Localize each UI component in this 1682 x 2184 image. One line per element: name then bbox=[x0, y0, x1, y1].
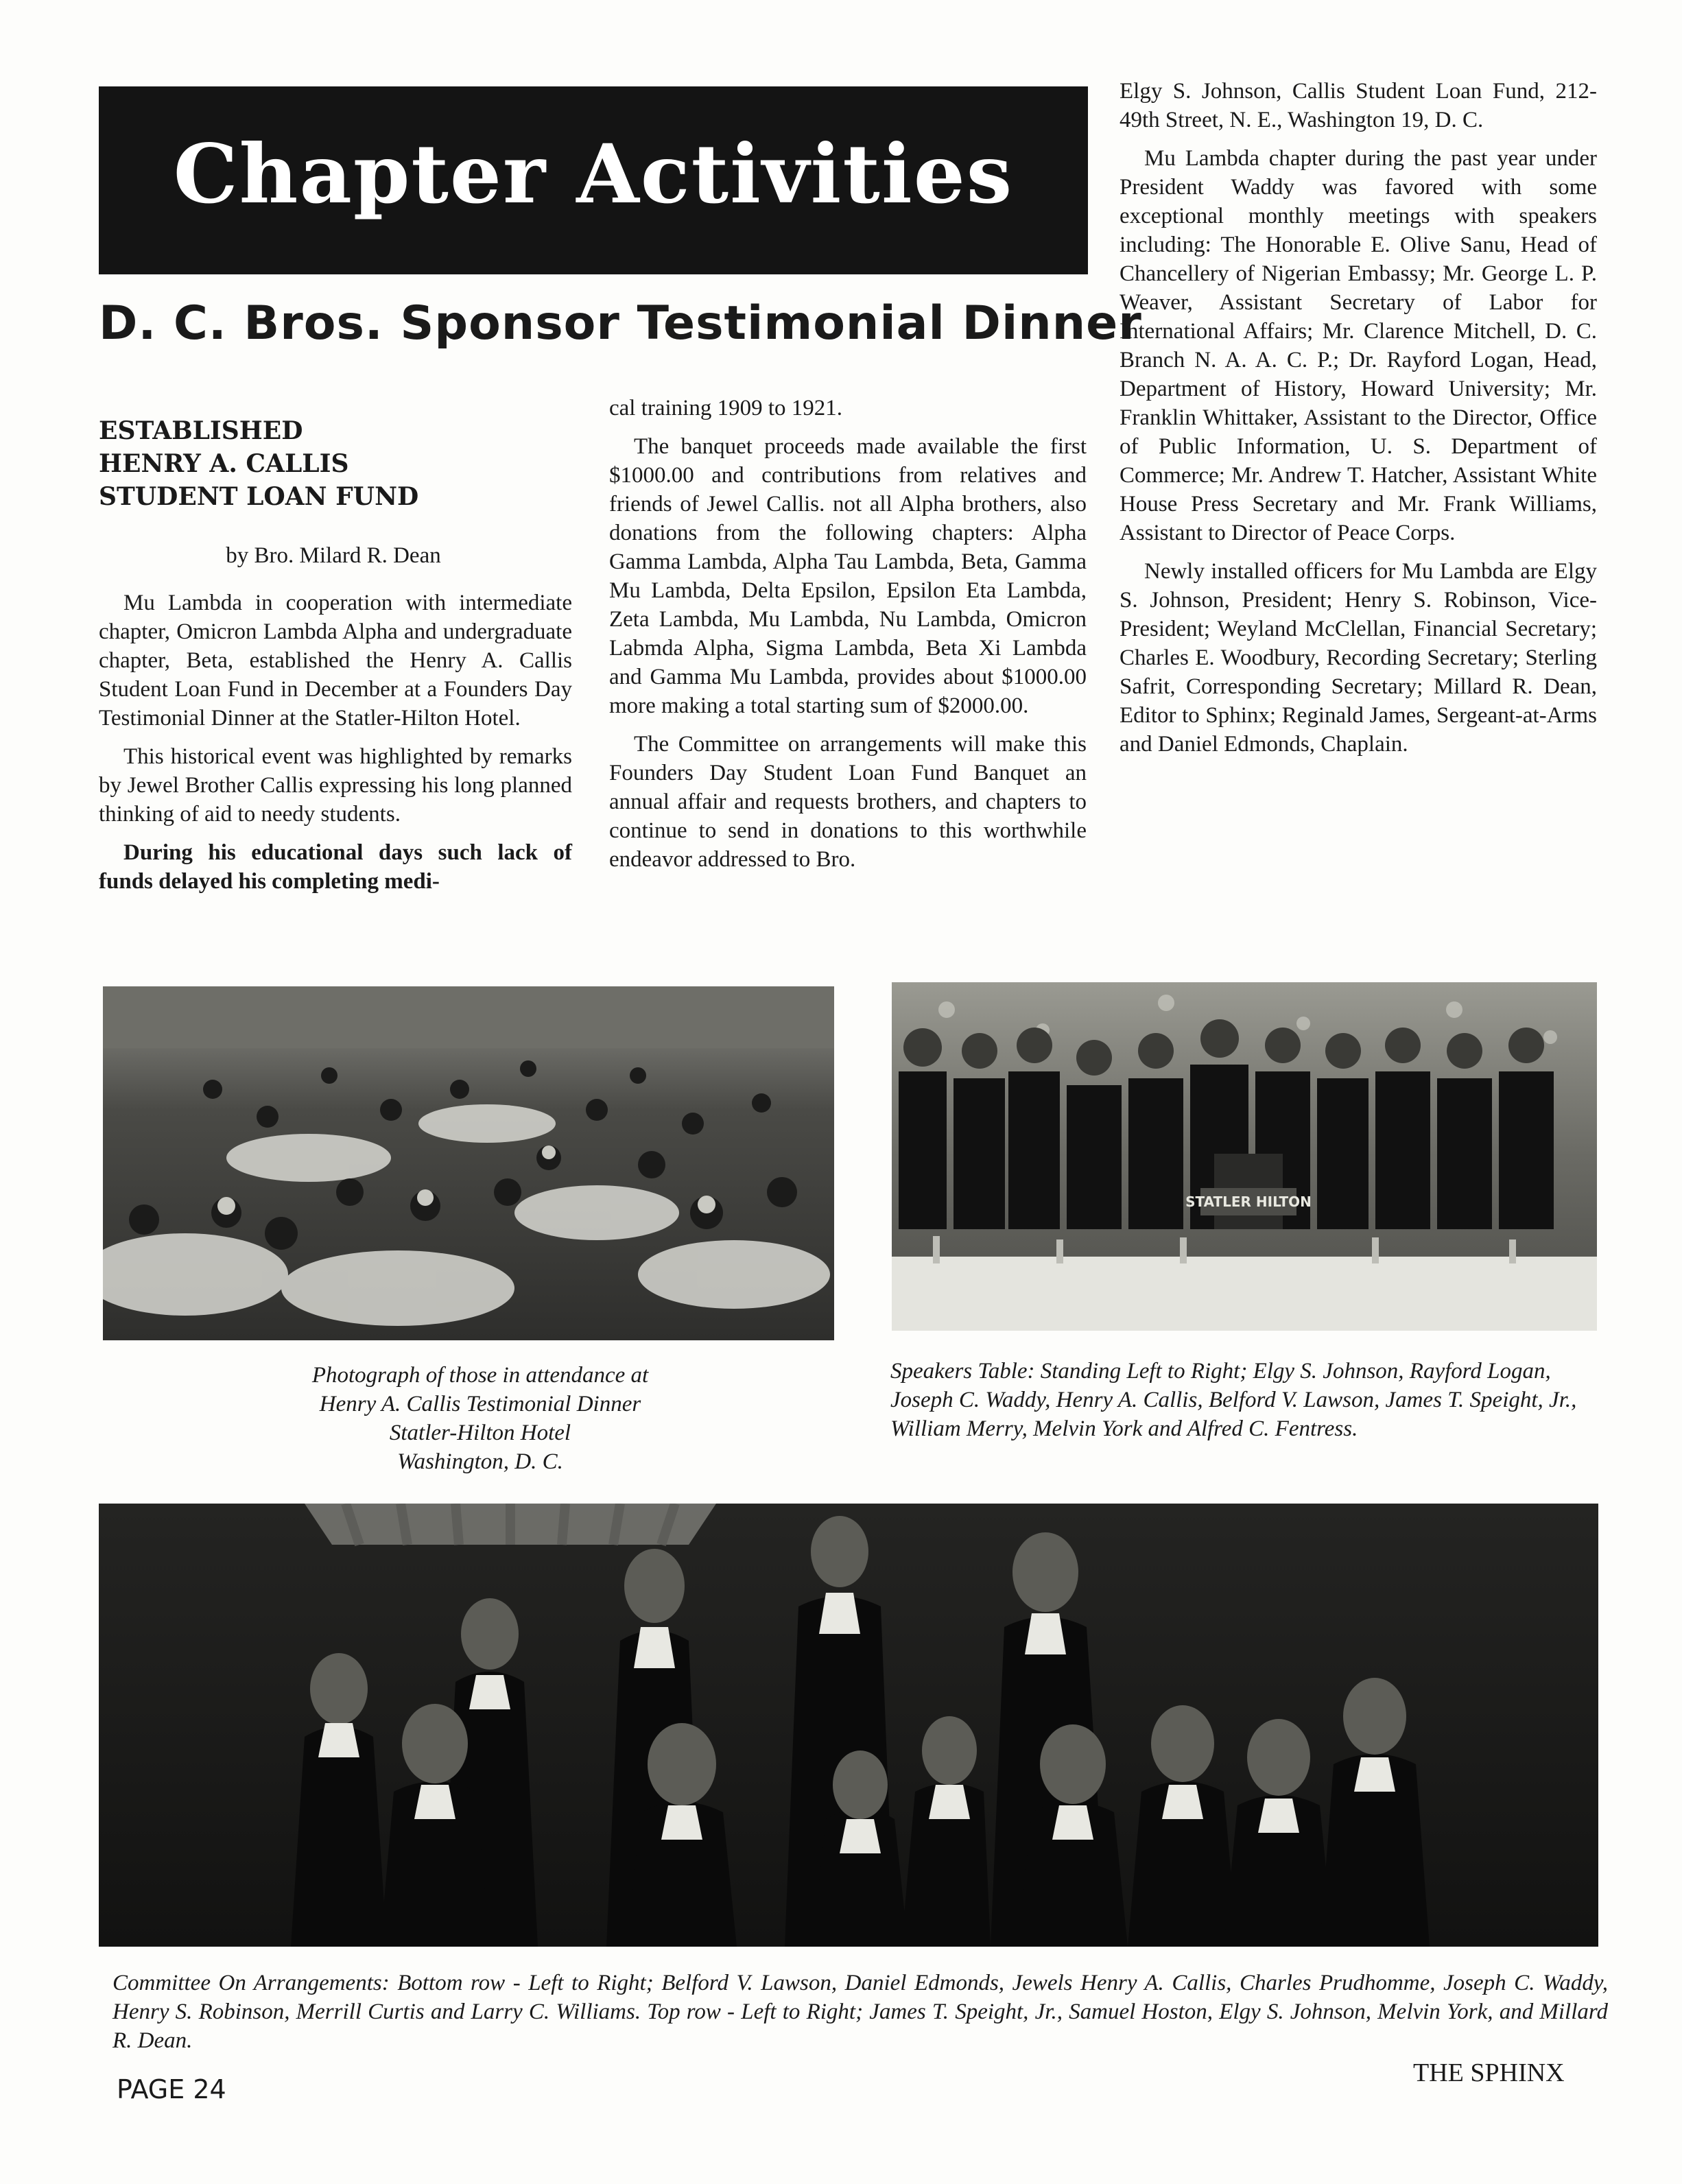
speakers-table-photo bbox=[892, 982, 1597, 1331]
paragraph: Mu Lambda chapter during the past year under President Waddy was favored with some exceptional monthly meetings with speakers including: The Honorable E. Olive Sanu, Head of Chancellery of Nigerian Embassy; Mr. George L. P. Weaver, Assistant Secretary of Labor for International Affairs; Mr. Clarence Mitchell, D. C. Branch N. A. A. C. P.; Dr. Rayford Logan, Head, Department of History, Howard University; Mr. Franklin Whittaker, Assistant to the Director, Office of Public Information, U. S. Department of Commerce; Mr. Andrew T. Hatcher, Assistant White House Press Secretary and Mr. Frank Williams, Assistant to Director of Peace Corps. bbox=[1120, 146, 1597, 545]
paragraph: The banquet proceeds made available the first $1000.00 and contributions from relatives and friends of Jewel Callis. not all Alpha brothers, also donations from the following chapters: Alpha Gamma Lambda, Alpha Tau Lambda, Beta, Gamma Mu Lambda, Delta Epsilon, Epsilon Eta Lambda, Zeta Lambda, Mu Lambda, Nu Lambda, Omicron Labmda Alpha, Sigma Lambda, Beta Xi Lambda and Gamma Mu Lambda, provides about $1000.00 more making a total starting sum of $2000.00. bbox=[609, 434, 1087, 718]
podium-sign: STATLER HILTON bbox=[1185, 1194, 1312, 1210]
paragraph: Mu Lambda in cooperation with intermediate chapter, Omicron Lambda Alpha and undergraduate chapter, Beta, established the Henry A. Callis Student Loan Fund in December at a Founders Day Testimonial Dinner at the Statler-Hilton Hotel. bbox=[99, 591, 572, 731]
caption-line: Henry A. Callis Testimonial Dinner bbox=[319, 1392, 641, 1416]
paragraph: The Committee on arrangements will make this Founders Day Student Loan Fund Banquet an annual affair and requests brothers, and chapters to continue to send in donations to this worthwhile endeavor addressed to Bro. bbox=[609, 732, 1087, 872]
committee-photo-caption: Committee On Arrangements: Bottom row - Left to Right; Belford V. Lawson, Daniel Edmonds, Jewels Henry A. Callis, Charles Prudhomme, Joseph C. Waddy, Henry S. Robinson, Merrill Curtis and Larry C. Williams. Top row - Left to Right; James T. Speight, Jr., Samuel Hoston, Elgy S. Johnson, Melvin York, and Millard R. Dean. bbox=[112, 1971, 1608, 2053]
caption-line: Washington, D. C. bbox=[397, 1449, 563, 1474]
page-number: PAGE 24 bbox=[117, 2074, 226, 2104]
article-column-2 bbox=[609, 394, 1087, 883]
paragraph: During his educational days such lack of funds delayed his completing medi- bbox=[99, 840, 572, 894]
subhead-line: HENRY A. CALLIS bbox=[99, 449, 349, 478]
speakers-table-caption: Speakers Table: Standing Left to Right; Elgy S. Johnson, Rayford Logan, Joseph C. Waddy, Henry A. Callis, Belford V. Lawson, James T. Speight, Jr., William Merry, Melvin York and Alfred C. Fentress. bbox=[890, 1359, 1577, 1441]
subhead-line: STUDENT LOAN FUND bbox=[99, 482, 419, 511]
attendance-photo bbox=[103, 986, 834, 1340]
article-subhead bbox=[99, 414, 524, 513]
caption-line: Photograph of those in attendance at bbox=[311, 1363, 649, 1388]
paragraph: Newly installed officers for Mu Lambda are Elgy S. Johnson, President; Henry S. Robinson, Vice-President; Weyland McClellan, Financial Secretary; Charles E. Woodbury, Recording Secretary; Sterling Safrit, Corresponding Secretary; Millard R. Dean, Editor to Sphinx; Reginald James, Sergeant-at-Arms and Daniel Edmonds, Chaplain. bbox=[1120, 559, 1597, 757]
subhead-line: ESTABLISHED bbox=[99, 416, 303, 445]
publication-name: THE SPHINX bbox=[1413, 2058, 1565, 2087]
article-column-1 bbox=[99, 589, 572, 905]
section-title: Chapter Activities bbox=[173, 126, 1014, 222]
byline: by Bro. Milard R. Dean bbox=[226, 543, 441, 568]
committee-photo bbox=[99, 1504, 1598, 1947]
article-column-3 bbox=[1120, 77, 1597, 768]
paragraph: cal training 1909 to 1921. bbox=[609, 396, 843, 420]
attendance-photo-caption bbox=[206, 1361, 755, 1476]
section-banner bbox=[99, 86, 1088, 274]
article-headline: D. C. Bros. Sponsor Testimonial Dinner bbox=[99, 296, 1142, 351]
paragraph: Elgy S. Johnson, Callis Student Loan Fund, 212-49th Street, N. E., Washington 19, D. C. bbox=[1120, 79, 1597, 132]
paragraph: This historical event was highlighted by remarks by Jewel Brother Callis expressing his long planned thinking of aid to needy students. bbox=[99, 744, 572, 827]
caption-line: Statler-Hilton Hotel bbox=[389, 1421, 571, 1445]
